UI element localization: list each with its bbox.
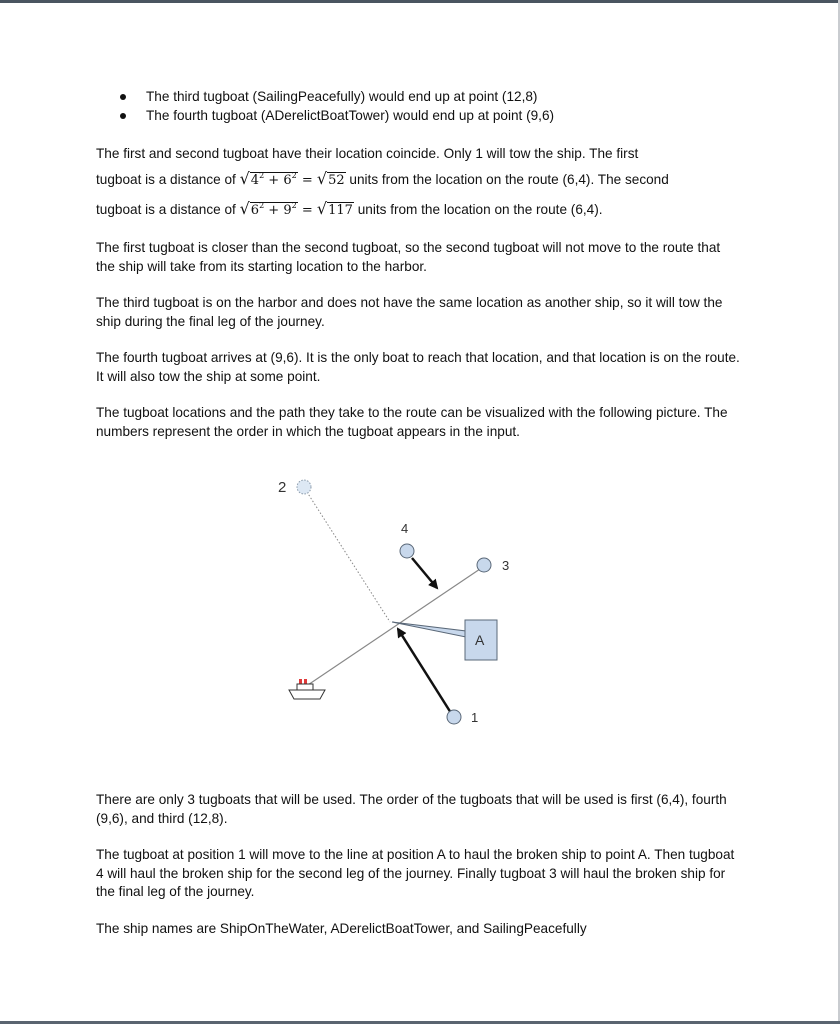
math-suffix: units from the location on the route (6,4). The second [345,172,669,187]
tug2-dotted-path [305,489,390,622]
tug1-label: 1 [471,710,479,725]
paragraph-fourth-tugboat: The fourth tugboat arrives at (9,6). It is the only boat to reach that location, and that location is on the route. It will also tow the ship at some point. [96,350,740,384]
tug4-arrow [412,558,437,588]
paragraph-hauling-order: The tugboat at position 1 will move to the line at position A to haul the broken ship to point A. Then tugboat 4 will haul the broken ship for the second leg of the journey. Finally tugboat 3 will haul the broken ship for the final leg of the journey. [96,847,735,899]
math-prefix: tugboat is a distance of [96,172,236,187]
tug3-node [477,558,491,572]
bullet-item-fourth-tugboat: The fourth tugboat (ADerelictBoatTower) would end up at point (9,6) [96,107,742,126]
paragraph-line-math-2 [96,195,742,225]
tug1-node [447,710,461,724]
tugboat-diagram [96,459,742,791]
top-border [0,0,840,3]
bullet-list [96,88,742,125]
tug4-node [400,544,414,558]
paragraph-line: The first and second tugboat have their location coincide. Only 1 will tow the ship. The first [96,146,639,161]
paragraph-visualization-intro: The tugboat locations and the path they take to the route can be visualized with the following picture. The numbers represent the order in which the tugboat appears in the input. [96,405,728,439]
math-suffix: units from the location on the route (6,4). [353,202,603,217]
paragraph-distances [96,143,742,225]
tug3-label: 3 [502,558,510,573]
math-prefix: tugboat is a distance of [96,202,236,217]
document-page [96,88,742,956]
paragraph-third-tugboat: The third tugboat is on the harbor and does not have the same location as another ship, so it will tow the ship during the final leg of the journey. [96,295,723,329]
broken-ship-icon [289,679,325,699]
distance-formula-1: $√4^2 + 6^2 = √52$ [239,169,345,188]
tug2-node [297,480,311,494]
paragraph-used-tugboats: There are only 3 tugboats that will be used. The order of the tugboats that will be used is first (6,4), fourth (9,6), and third (12,8). [96,792,727,826]
distance-formula-2: $√6^2 + 9^2 = √117$ [239,199,353,218]
tugboat-diagram-svg [96,459,742,791]
tug2-label: 2 [278,479,287,496]
point-a-label: A [475,632,485,648]
tug4-label: 4 [401,521,409,536]
bullet-item-third-tugboat: The third tugboat (SailingPeacefully) would end up at point (12,8) [96,88,742,107]
tug1-arrow [398,629,451,713]
paragraph-second-tugboat: The first tugboat is closer than the second tugboat, so the second tugboat will not move to the route that the ship will take from its starting location to the harbor. [96,240,721,274]
paragraph-line-math-1 [96,165,742,195]
paragraph-ship-names: The ship names are ShipOnTheWater, ADerelictBoatTower, and SailingPeacefully [96,920,587,936]
